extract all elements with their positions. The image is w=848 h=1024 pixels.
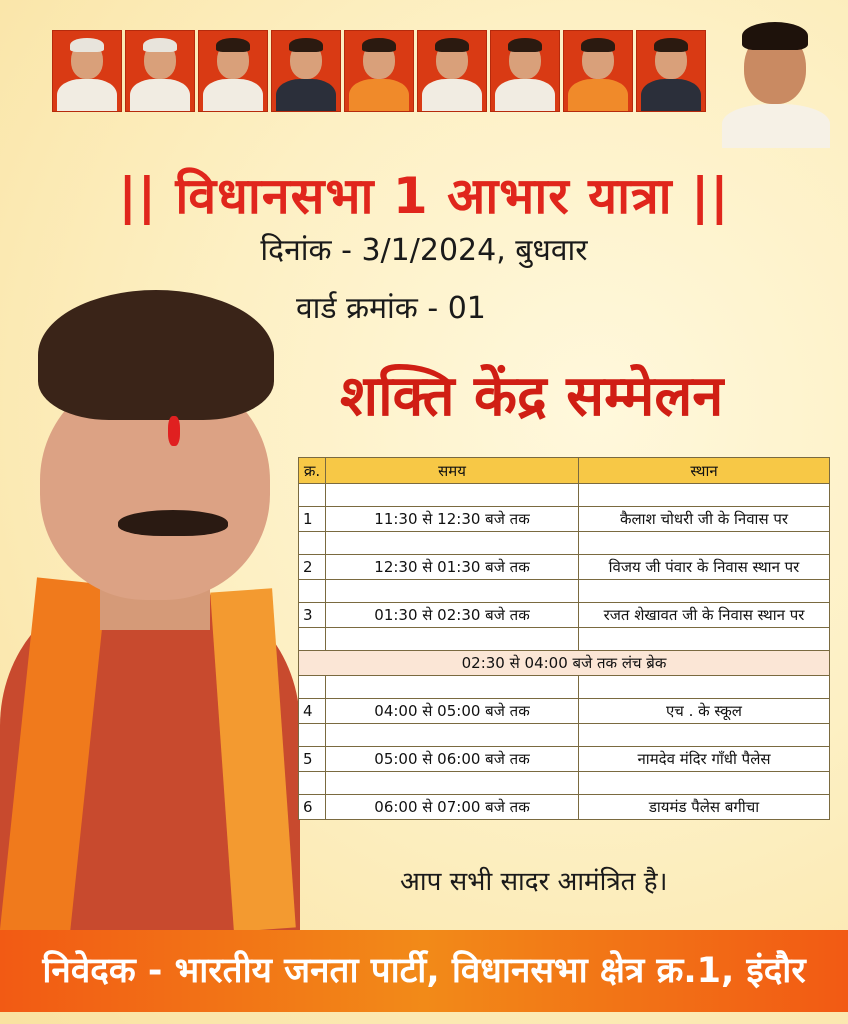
leader-portrait (563, 30, 633, 112)
lunch-break-row (299, 651, 830, 676)
row-serial: 2 (299, 555, 326, 580)
spacer-row (299, 580, 830, 603)
table-row (299, 795, 830, 820)
row-place: एच . के स्कूल (579, 699, 830, 724)
row-time: 11:30 से 12:30 बजे तक (326, 507, 579, 532)
row-serial: 1 (299, 507, 326, 532)
leader-portrait (490, 30, 560, 112)
spacer-row (299, 772, 830, 795)
invitation-text: आप सभी सादर आमंत्रित है। (400, 867, 668, 897)
table-header-row (299, 458, 830, 484)
row-time: 04:00 से 05:00 बजे तक (326, 699, 579, 724)
row-place: कैलाश चोधरी जी के निवास पर (579, 507, 830, 532)
event-subtitle: शक्ति केंद्र सम्मेलन (340, 364, 724, 429)
row-place: रजत शेखावत जी के निवास स्थान पर (579, 603, 830, 628)
table-row (299, 747, 830, 772)
table-row (299, 507, 830, 532)
row-serial: 6 (299, 795, 326, 820)
chief-minister-portrait (716, 12, 836, 144)
header-serial: क्र. (299, 458, 326, 484)
leader-portrait (52, 30, 122, 112)
leader-portrait (417, 30, 487, 112)
row-time: 01:30 से 02:30 बजे तक (326, 603, 579, 628)
spacer-row (299, 484, 830, 507)
footer-banner: निवेदक - भारतीय जनता पार्टी, विधानसभा क्षेत्र क्र.1, इंदौर (0, 930, 848, 1012)
row-place: डायमंड पैलेस बगीचा (579, 795, 830, 820)
spacer-row (299, 628, 830, 651)
row-place: विजय जी पंवार के निवास स्थान पर (579, 555, 830, 580)
leader-portrait (198, 30, 268, 112)
row-serial: 3 (299, 603, 326, 628)
main-leader-portrait (0, 290, 330, 930)
row-time: 12:30 से 01:30 बजे तक (326, 555, 579, 580)
row-serial: 4 (299, 699, 326, 724)
leader-portrait (271, 30, 341, 112)
table-row (299, 603, 830, 628)
lunch-break-text: 02:30 से 04:00 बजे तक लंच ब्रेक (299, 651, 830, 676)
leader-portrait-row (52, 30, 706, 112)
leader-portrait (636, 30, 706, 112)
leader-portrait (125, 30, 195, 112)
schedule-table (298, 457, 830, 820)
header-time: समय (326, 458, 579, 484)
leader-portrait (344, 30, 414, 112)
spacer-row (299, 532, 830, 555)
ward-number: वार्ड क्रमांक - 01 (296, 291, 486, 326)
row-time: 06:00 से 07:00 बजे तक (326, 795, 579, 820)
row-time: 05:00 से 06:00 बजे तक (326, 747, 579, 772)
table-row (299, 699, 830, 724)
row-serial: 5 (299, 747, 326, 772)
header-place: स्थान (579, 458, 830, 484)
spacer-row (299, 724, 830, 747)
row-place: नामदेव मंदिर गाँधी पैलेस (579, 747, 830, 772)
table-row (299, 555, 830, 580)
event-date: दिनांक - 3/1/2024, बुधवार (260, 233, 588, 268)
event-title: || विधानसभा 1 आभार यात्रा || (118, 167, 730, 225)
spacer-row (299, 676, 830, 699)
